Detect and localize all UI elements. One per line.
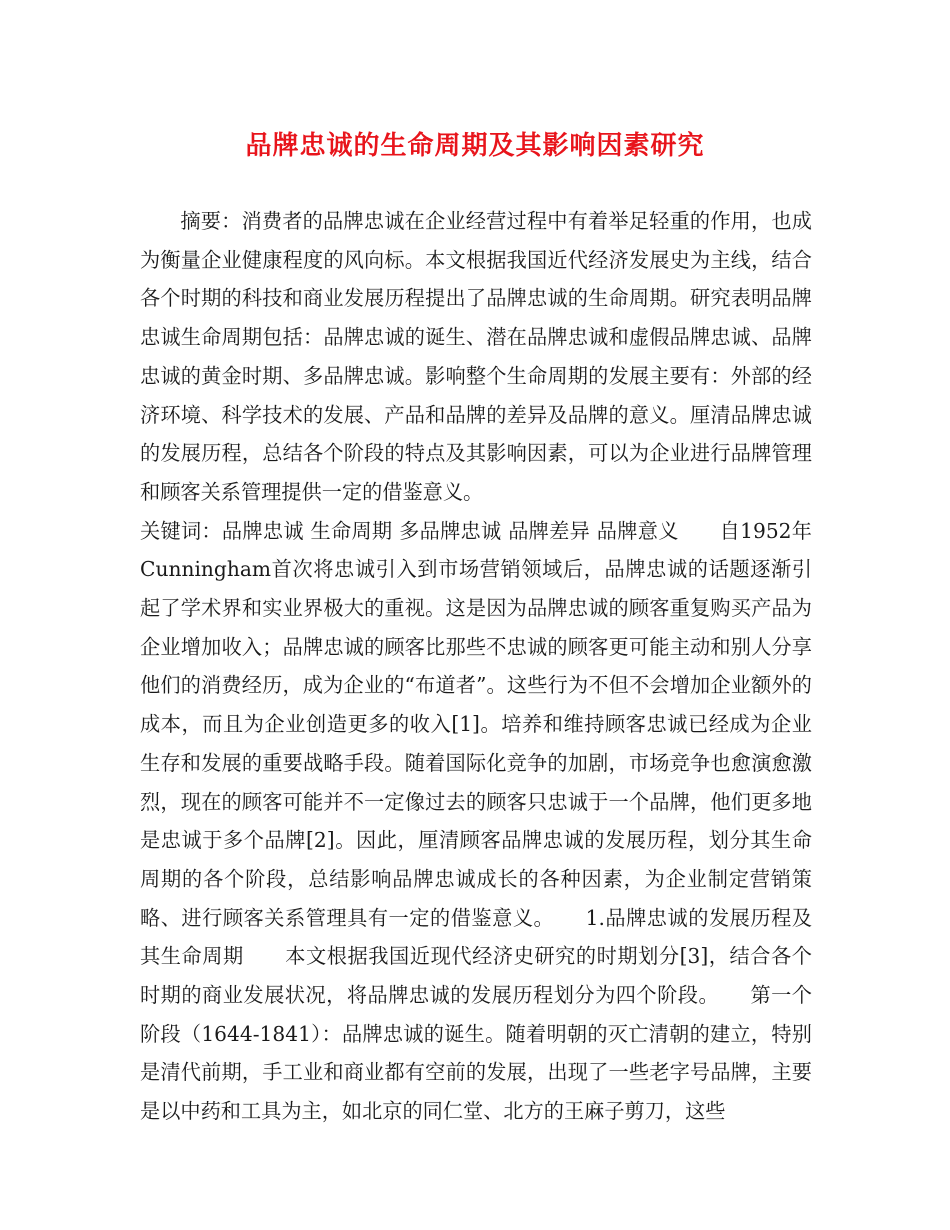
- document-title: 品牌忠诚的生命周期及其影响因素研究: [245, 131, 705, 161]
- abstract-paragraph: 摘要：消费者的品牌忠诚在企业经营过程中有着举足轻重的作用，也成为衡量企业健康程度的风向标。本文根据我国近代经济发展史为主线，结合各个时期的科技和商业发展历程提出了品牌忠诚的生命周期。研究表明品牌忠诚生命周期包括：品牌忠诚的诞生、潜在品牌忠诚和虚假品牌忠诚、品牌忠诚的黄金时期、多品牌忠诚。影响整个生命周期的发展主要有：外部的经济环境、科学技术的发展、产品和品牌的差异及品牌的意义。厘清品牌忠诚的发展历程，总结各个阶段的特点及其影响因素，可以为企业进行品牌管理和顾客关系管理提供一定的借鉴意义。: [140, 209, 812, 504]
- document-body: [140, 202, 812, 1131]
- body-paragraph: 关键词：品牌忠诚 生命周期 多品牌忠诚 品牌差异 品牌意义 自1952年Cunningham首次将忠诚引入到市场营销领域后，品牌忠诚的话题逐渐引起了学术界和实业界极大的重视。这是因为品牌忠诚的顾客重复购买产品为企业增加收入；品牌忠诚的顾客比那些不忠诚的顾客更可能主动和别人分享他们的消费经历，成为企业的“布道者”。这些行为不但不会增加企业额外的成本，而且为企业创造更多的收入[1]。培养和维持顾客忠诚已经成为企业生存和发展的重要战略手段。随着国际化竞争的加剧，市场竞争也愈演愈激烈，现在的顾客可能并不一定像过去的顾客只忠诚于一个品牌，他们更多地是忠诚于多个品牌[2]。因此，厘清顾客品牌忠诚的发展历程，划分其生命周期的各个阶段，总结影响品牌忠诚成长的各种因素，为企业制定营销策略、进行顾客关系管理具有一定的借鉴意义。 1.品牌忠诚的发展历程及其生命周期 本文根据我国近现代经济史研究的时期划分[3]，结合各个时期的商业发展状况，将品牌忠诚的发展历程划分为四个阶段。 第一个阶段（1644-1841）：品牌忠诚的诞生。随着明朝的灭亡清朝的建立，特别是清代前期，手工业和商业都有空前的发展，出现了一些老字号品牌，主要是以中药和工具为主，如北京的同仁堂、北方的王麻子剪刀，这些: [140, 518, 812, 1124]
